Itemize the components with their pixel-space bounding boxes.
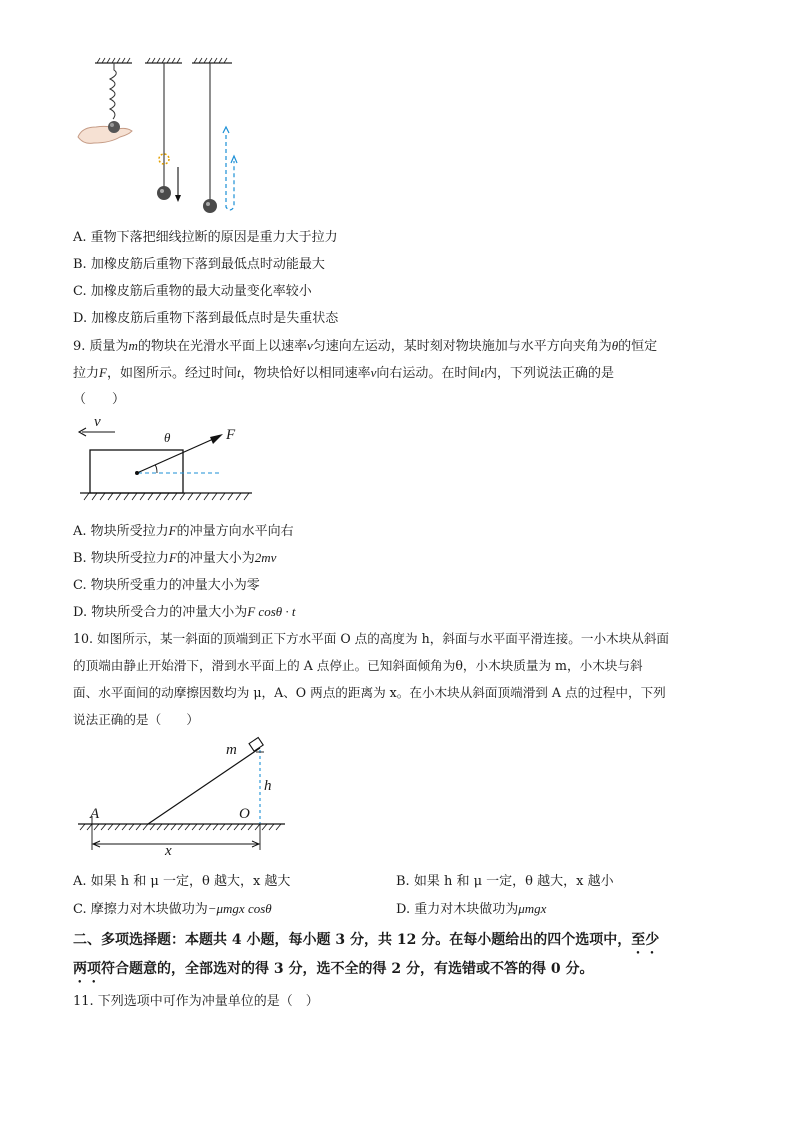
q9-var-m: m bbox=[128, 338, 138, 353]
q9-var-F: F bbox=[168, 550, 177, 565]
fig10-h-label: h bbox=[264, 778, 272, 794]
fig9-theta-label: θ bbox=[164, 430, 171, 445]
q8-option-b: B. 加橡皮筋后重物下落到最低点时动能最大 bbox=[73, 257, 325, 272]
q9-var-F: F bbox=[99, 365, 107, 380]
q9-option-c: C. 物块所受重力的冲量大小为零 bbox=[73, 578, 260, 593]
q10-option-c bbox=[73, 898, 272, 917]
fig10-m-label: m bbox=[226, 742, 237, 758]
q9-option-text: B. 物块所受拉力 bbox=[73, 551, 169, 566]
q10-option-text: D. 重力对木块做功为 bbox=[396, 902, 519, 917]
q10-stem-line3: 面、水平面间的动摩擦因数均为 μ，A、O 两点的距离为 x。在小木块从斜面顶端滑到 A 点的过程中，下列 bbox=[73, 685, 666, 700]
q9-var-v: v bbox=[370, 365, 377, 380]
incline-figure bbox=[70, 738, 290, 858]
pendulum-figure bbox=[70, 55, 260, 220]
q9-option-a bbox=[73, 520, 294, 539]
q10-option-a: A. 如果 h 和 μ 一定，θ 越大，x 越大 bbox=[73, 874, 291, 889]
q9-option-text: A. 物块所受拉力 bbox=[73, 524, 169, 539]
q8-option-a: A. 重物下落把细线拉断的原因是重力大于拉力 bbox=[73, 230, 338, 245]
q9-option-b bbox=[73, 547, 276, 566]
q9-option-text: D. 物块所受合力的冲量大小为 bbox=[73, 605, 248, 620]
q9-text: 拉力 bbox=[73, 366, 100, 381]
q9-text: 向右运动。在时间 bbox=[376, 366, 481, 381]
q10-option-text: C. 摩擦力对木块做功为 bbox=[73, 902, 208, 917]
fig10-O-label: O bbox=[239, 806, 250, 822]
section2-text: 二、多项选择题：本题共 4 小题，每小题 3 分，共 12 分。在每小题给出的四个选项中， bbox=[73, 932, 632, 948]
q9-text: 9. 质量为 bbox=[73, 339, 129, 354]
q10-stem-line4: 说法正确的是（ ） bbox=[73, 712, 199, 727]
q10-option-d bbox=[396, 898, 546, 917]
fig9-F-label: F bbox=[226, 427, 236, 443]
section2-line1 bbox=[73, 929, 659, 957]
q9-option-d bbox=[73, 601, 296, 620]
q9-var-F: F bbox=[168, 523, 177, 538]
section2-line2 bbox=[73, 958, 593, 986]
q9-stem-line2 bbox=[73, 362, 614, 381]
fig10-x-label: x bbox=[165, 843, 172, 859]
section2-emphasis: 两项 bbox=[73, 961, 101, 977]
q9-text: 的恒定 bbox=[618, 339, 658, 354]
q9-text: 内，下列说法正确的是 bbox=[484, 366, 615, 381]
q10-option-b: B. 如果 h 和 μ 一定，θ 越大，x 越小 bbox=[396, 874, 614, 889]
q9-var-v: v bbox=[306, 338, 313, 353]
q9-var-t: t bbox=[480, 365, 485, 380]
q10-math: −μmgx cosθ bbox=[207, 901, 272, 916]
fig9-v-label: v bbox=[94, 414, 101, 430]
q10-stem-line2: 的顶端由静止开始滑下，滑到水平面上的 A 点停止。已知斜面倾角为θ，小木块质量为 m，小木块与斜 bbox=[73, 658, 643, 673]
q10-stem-line1: 10. 如图所示，某一斜面的顶端到正下方水平面 O 点的高度为 h，斜面与水平面平滑连接。一小木块从斜面 bbox=[73, 631, 670, 646]
q8-option-d: D. 加橡皮筋后重物下落到最低点时是失重状态 bbox=[73, 311, 339, 326]
section2-emphasis: 至少 bbox=[631, 932, 660, 948]
q9-text: ，如图所示。经过时间 bbox=[106, 366, 237, 381]
q9-var-t: t bbox=[236, 365, 241, 380]
q9-text: 的物块在光滑水平面上以速率 bbox=[137, 339, 307, 354]
fig10-A-label: A bbox=[90, 806, 100, 822]
q9-text: 匀速向左运动，某时刻对物块施加与水平方向夹角为 bbox=[312, 339, 612, 354]
q9-var-theta: θ bbox=[611, 338, 619, 353]
q9-option-text: 的冲量大小为 bbox=[176, 551, 255, 566]
q9-math: 2mv bbox=[254, 550, 277, 565]
q8-option-c: C. 加橡皮筋后重物的最大动量变化率较小 bbox=[73, 284, 312, 299]
section2-text: 符合题意的，全部选对的得 3 分，选不全的得 2 分，有选错或不答的得 0 分。 bbox=[101, 961, 594, 977]
q11-stem: 11. 下列选项中可作为冲量单位的是（ ） bbox=[73, 994, 319, 1009]
q10-math: μmgx bbox=[518, 901, 547, 916]
q9-option-text: 的冲量方向水平向右 bbox=[176, 524, 294, 539]
q9-answer-paren: （ ） bbox=[73, 392, 126, 407]
q9-math: F cosθ · t bbox=[247, 604, 296, 619]
q9-stem-line1 bbox=[73, 335, 657, 354]
q9-text: ，物块恰好以相同速率 bbox=[240, 366, 371, 381]
